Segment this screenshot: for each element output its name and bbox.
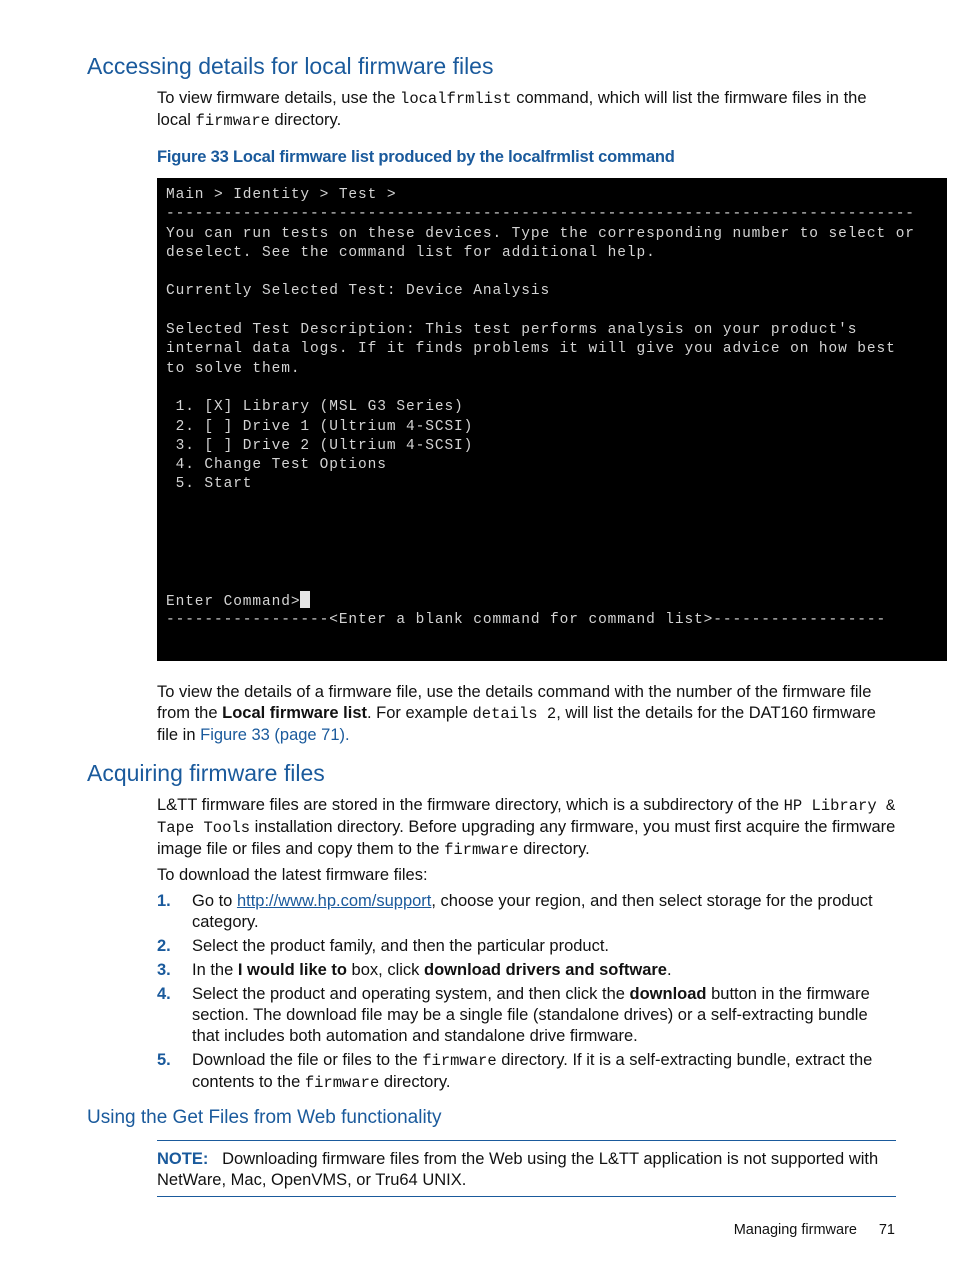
terminal-line-text: 1. [X] Library (MSL G3 Series) bbox=[166, 399, 464, 416]
terminal-line bbox=[166, 321, 947, 340]
subsection-heading-get-files-web: Using the Get Files from Web functionality bbox=[87, 1107, 442, 1128]
code-firmware: firmware bbox=[444, 841, 519, 859]
section-heading-local-firmware: Accessing details for local firmware files bbox=[87, 53, 494, 79]
terminal-line bbox=[166, 379, 947, 398]
text: directory. bbox=[518, 840, 590, 858]
text: Select the product and operating system, and then click the bbox=[192, 985, 630, 1003]
text: , choose your region, and then select storage for the product category. bbox=[192, 892, 873, 931]
note-paragraph bbox=[157, 1149, 899, 1191]
paragraph-view-firmware-details bbox=[157, 88, 899, 132]
text: , will list the details for the DAT160 firmware file in bbox=[157, 704, 876, 744]
terminal-line bbox=[166, 495, 947, 514]
text: Select the product family, and then the particular product. bbox=[192, 937, 610, 955]
figure-caption: Figure 33 Local firmware list produced by the localfrmlist command bbox=[157, 148, 675, 166]
terminal-line bbox=[166, 225, 947, 244]
step-number: 5. bbox=[157, 1051, 171, 1069]
code-hp-library-tape-tools: HP Library & Tape Tools bbox=[157, 797, 896, 837]
code-firmware: firmware bbox=[195, 112, 270, 130]
text: command, which will list the firmware files in the local bbox=[157, 89, 867, 129]
note-label: NOTE: bbox=[157, 1150, 209, 1168]
list-item bbox=[157, 960, 899, 981]
code-firmware: firmware bbox=[422, 1052, 497, 1070]
terminal-cursor bbox=[300, 591, 310, 608]
list-item bbox=[157, 936, 899, 957]
terminal-line bbox=[166, 282, 947, 301]
terminal-line bbox=[166, 475, 947, 494]
text: . bbox=[666, 961, 672, 979]
terminal-line bbox=[166, 456, 947, 475]
terminal-line-text: You can run tests on these devices. Type the corresponding number to select or bbox=[166, 225, 915, 242]
terminal-line bbox=[166, 418, 947, 437]
code-details-2: details 2 bbox=[472, 705, 557, 723]
terminal-line bbox=[166, 398, 947, 417]
terminal-line-text: Currently Selected Test: Device Analysis bbox=[166, 283, 551, 300]
text: directory. bbox=[269, 111, 342, 129]
terminal-line bbox=[166, 244, 947, 263]
text: directory. If it is a self-extracting bundle, extract the contents to the bbox=[192, 1051, 873, 1091]
terminal-line bbox=[166, 360, 947, 379]
terminal-line-text: Main > Identity > Test > bbox=[166, 187, 397, 203]
terminal-line-text: -----------------<Enter a blank command for command list>------------------ bbox=[166, 611, 887, 628]
terminal-line-text: ------------------------------------------------------------------------------ bbox=[166, 206, 915, 223]
note-bottom-rule bbox=[157, 1196, 896, 1197]
list-item bbox=[157, 984, 899, 1047]
terminal-line-text: Selected Test Description: This test performs analysis on your product's bbox=[166, 322, 858, 339]
list-item bbox=[157, 891, 899, 933]
text: installation directory. Before upgrading any firmware, you must first acquire the firmware image file or files and copy them to the bbox=[157, 818, 896, 858]
terminal-line bbox=[166, 205, 947, 224]
text: box, click bbox=[346, 961, 424, 979]
code-localfrmlist: localfrmlist bbox=[400, 90, 512, 108]
footer-chapter-title: Managing firmware bbox=[733, 1222, 857, 1238]
section-heading-acquiring-firmware: Acquiring firmware files bbox=[87, 760, 325, 786]
text: . bbox=[345, 726, 350, 744]
terminal-line bbox=[166, 437, 947, 456]
text: L&TT firmware files are stored in the firmware directory, which is a subdirectory of the bbox=[157, 796, 784, 814]
terminal-screenshot bbox=[157, 178, 947, 661]
bold-download: download bbox=[629, 985, 707, 1003]
terminal-line bbox=[166, 572, 947, 591]
text: To view firmware details, use the bbox=[157, 89, 401, 107]
terminal-line-text: 2. [ ] Drive 1 (Ultrium 4-SCSI) bbox=[166, 418, 474, 435]
terminal-line-text: 5. Start bbox=[166, 476, 253, 493]
terminal-line-text: internal data logs. If it finds problems it will give you advice on how best bbox=[166, 341, 896, 358]
paragraph-details-command bbox=[157, 682, 899, 746]
text: Go to bbox=[192, 892, 237, 910]
terminal-line-text: 4. Change Test Options bbox=[166, 457, 387, 474]
note-text: Downloading firmware files from the Web using the L&TT application is not supported with NetWare, Mac, OpenVMS, or Tru64 UNIX. bbox=[157, 1150, 879, 1189]
text: directory. bbox=[379, 1073, 451, 1091]
step-number: 1. bbox=[157, 892, 171, 910]
terminal-line-text: 3. [ ] Drive 2 (Ultrium 4-SCSI) bbox=[166, 437, 474, 454]
terminal-line bbox=[166, 302, 947, 321]
terminal-line bbox=[166, 263, 947, 282]
terminal-line bbox=[166, 340, 947, 359]
bold-local-firmware-list: Local firmware list bbox=[222, 704, 367, 722]
text: In the bbox=[192, 961, 238, 979]
terminal-line bbox=[166, 553, 947, 572]
code-firmware: firmware bbox=[304, 1074, 380, 1092]
terminal-line bbox=[166, 514, 947, 533]
download-steps-list bbox=[157, 891, 899, 1097]
list-item bbox=[157, 1050, 899, 1094]
terminal-line bbox=[166, 611, 947, 630]
footer-page-number: 71 bbox=[878, 1222, 895, 1238]
step-number: 4. bbox=[157, 985, 171, 1003]
text: button in the firmware section. The download file may be a single file (standalone drives) or a self-extracting bundle that includes both automation and standalone drive firmware. bbox=[192, 985, 870, 1045]
note-top-rule bbox=[157, 1140, 896, 1141]
text: To view the details of a firmware file, use the details command with the number of the firmware file from the bbox=[157, 683, 872, 722]
step-number: 2. bbox=[157, 937, 171, 955]
text: . For example bbox=[367, 704, 473, 722]
step-number: 3. bbox=[157, 961, 171, 979]
terminal-line bbox=[166, 533, 947, 552]
bold-download-drivers: download drivers and software bbox=[424, 961, 667, 979]
paragraph-firmware-directory bbox=[157, 795, 899, 861]
terminal-line bbox=[166, 186, 947, 205]
terminal-line-text: Enter Command> bbox=[166, 594, 301, 611]
bold-i-would-like-to: I would like to bbox=[237, 961, 347, 979]
figure-33-link[interactable]: Figure 33 (page 71) bbox=[200, 726, 346, 744]
hp-support-link[interactable]: http://www.hp.com/support bbox=[236, 892, 432, 910]
text: Download the file or files to the bbox=[192, 1051, 423, 1069]
terminal-line-text: deselect. See the command list for additional help. bbox=[166, 244, 656, 261]
terminal-line bbox=[166, 591, 947, 610]
paragraph-download-intro: To download the latest firmware files: bbox=[157, 866, 428, 884]
terminal-line-text: to solve them. bbox=[166, 360, 301, 377]
